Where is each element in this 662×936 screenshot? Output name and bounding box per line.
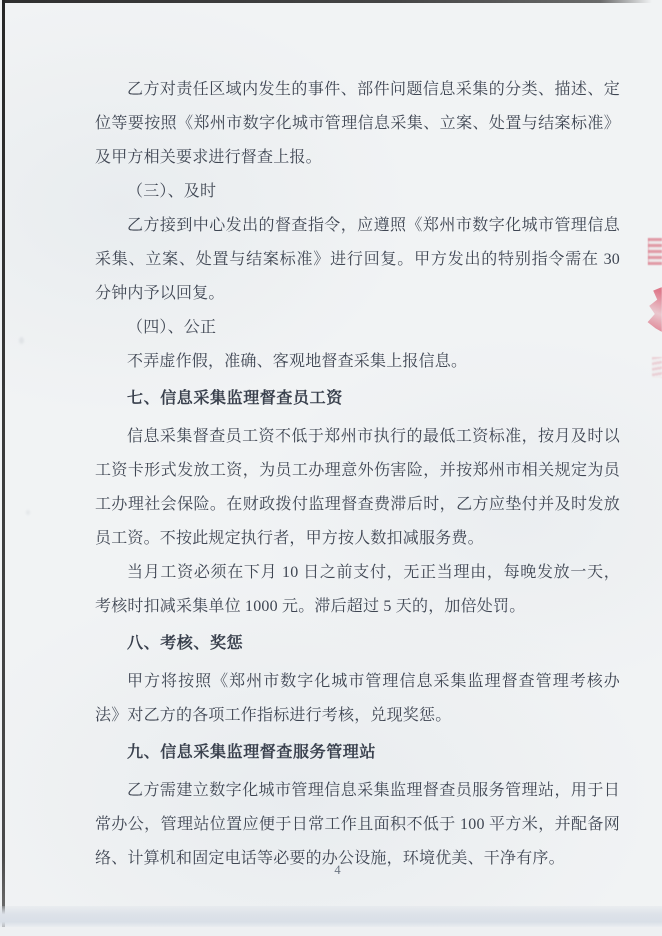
paragraph: 乙方需建立数字化城市管理信息采集监理督查员服务管理站，用于日常办公，管理站位置应便于日常工作且面积不低于 100 平方米，并配备网络、计算机和固定电话等必要的办公设施，环境优美、干净有序。 [95,782,620,867]
paragraph: 信息采集督查员工资不低于郑州市执行的最低工资标准，按月及时以工资卡形式发放工资，为员工办理意外伤害险，并按郑州市相关规定为员工办理社会保险。在财政拨付监理督查费滞后时，乙方应垫付并及时发放员工资。不按此规定执行者，甲方按人数扣减服务费。 [95,428,620,547]
section-heading: 七、信息采集监理督查员工资 [127,390,343,407]
document-content [95,73,620,876]
paragraph: 不弄虚作假，准确、客观地督查采集上报信息。 [127,353,468,370]
section-heading: 八、考核、奖惩 [127,635,244,652]
red-seal-fragment [652,357,662,378]
paragraph: （四）、公正 [127,319,217,336]
section-heading: 九、信息采集监理督查服务管理站 [127,744,377,761]
red-seal-fragment [646,287,662,332]
page-number: 4 [334,863,341,877]
paragraph: （三）、及时 [127,183,217,200]
scan-edge-bottom-light [0,927,662,936]
scan-smudge [26,510,30,515]
paragraph: 甲方将按照《郑州市数字化城市管理信息采集监理督查管理考核办法》对乙方的各项工作指标进行考核，兑现奖惩。 [95,673,620,724]
scan-edge-top [4,0,652,3]
paragraph: 当月工资必须在下月 10 日之前支付，无正当理由，每晚发放一天，考核时扣减采集单位 1000 元。滞后超过 5 天的，加倍处罚。 [95,564,620,615]
paragraph: 乙方接到中心发出的督查指令，应遵照《郑州市数字化城市管理信息采集、立案、处置与结案标准》进行回复。甲方发出的特别指令需在 30 分钟内予以回复。 [95,217,620,302]
paragraph: 乙方对责任区域内发生的事件、部件问题信息采集的分类、描述、定位等要按照《郑州市数字化城市管理信息采集、立案、处置与结案标准》及甲方相关要求进行督查上报。 [95,81,620,166]
scan-edge-left [2,0,5,930]
scan-edge-bottom [0,906,662,927]
red-seal-fragment [648,238,662,265]
scan-smudge [19,337,24,344]
